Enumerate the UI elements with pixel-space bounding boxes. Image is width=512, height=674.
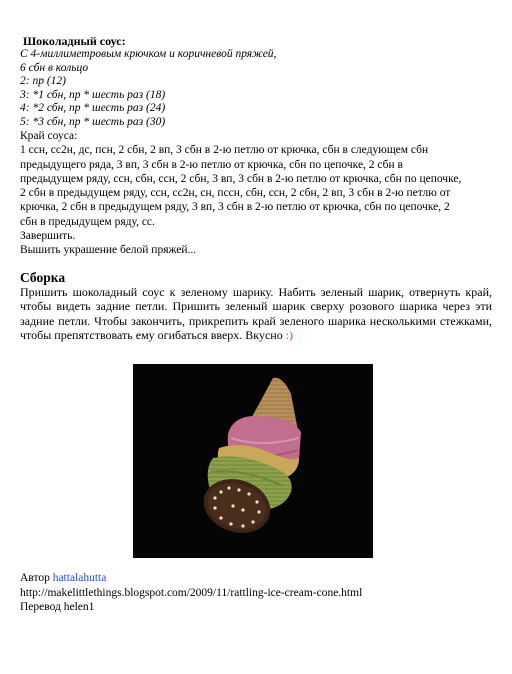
edge-instruction-line: предыдущего ряда, 3 вп, 3 сбн в 2-ю петлю от крючка, сбн по цепочке, 2 сбн в (20, 158, 403, 171)
sauce-row: 2: пр (12) (20, 75, 66, 87)
embroider-text: Вышить украшение белой пряжей... (20, 244, 197, 257)
translation-credit: Перевод helen1 (20, 601, 95, 613)
smiley-emoticon: :) (285, 328, 294, 343)
assembly-heading: Сборка (20, 269, 66, 285)
sauce-intro-line: С 4-миллиметровым крючком и коричневой пряжей, (20, 48, 277, 60)
sauce-row: 3: *1 сбн, пр * шесть раз (18) (20, 88, 166, 101)
sauce-row: 4: *2 сбн, пр * шесть раз (24) (20, 102, 166, 114)
crochet-ice-cream-cone-photo (133, 364, 373, 558)
finish-text: Завершить. (20, 230, 76, 243)
edge-instruction-line: 1 ссн, сс2н, дс, псн, 2 сбн, 2 вп, 3 сбн в 2-ю петлю от крючка, сбн в следующем сбн (20, 144, 429, 157)
assembly-paragraph (20, 285, 492, 343)
sauce-row: 5: *3 сбн, пр * шесть раз (30) (20, 115, 166, 128)
edge-instruction-line: крючка, 2 сбн в предыдущем ряду, 3 вп, 3 сбн в 2-ю петлю от крючка, сбн по цепочке, 2 (20, 201, 450, 214)
sauce-title: Шоколадный соус: (23, 34, 126, 48)
edge-instruction-line: предыдущем ряду, ссн, сбн, ссн, 2 сбн, 3 вп, 3 сбн в 2-ю петлю от крючка, сбн по цепочке, (20, 172, 462, 185)
edge-instruction-line: 2 сбн в предыдущем ряду, ссн, сс2н, сн, пссн, сбн, ссн, 2 сбн, 2 вп, 3 сбн в 2-ю петлю от (20, 187, 451, 200)
edge-label: Край соуса: (20, 130, 78, 142)
sauce-intro-line: 6 сбн в кольцо (20, 61, 89, 74)
ice-cream-cone-image (133, 364, 373, 558)
credits-block (20, 571, 492, 615)
author-line (20, 571, 492, 586)
edge-instruction-line: сбн в предыдущем ряду, сс. (20, 215, 155, 228)
assembly-text: Пришить шоколадный соус к зеленому шарику. Набить зеленый шарик, отвернуть край, чтобы видеть задние петли. Пришить зеленый шарик сверху розового шарика через эти задние петли. Чтобы закончить, прикрепить край зеленого шарика несколькими стежками, чтобы препятствовать ему огибаться вверх. Вкусно (20, 284, 492, 343)
author-label: Автор (20, 572, 50, 584)
document-body (20, 34, 492, 343)
author-link[interactable]: hattalahutta (52, 572, 107, 584)
source-url[interactable]: http://makelittlethings.blogspot.com/2009/11/rattling-ice-cream-cone.html (20, 586, 363, 599)
